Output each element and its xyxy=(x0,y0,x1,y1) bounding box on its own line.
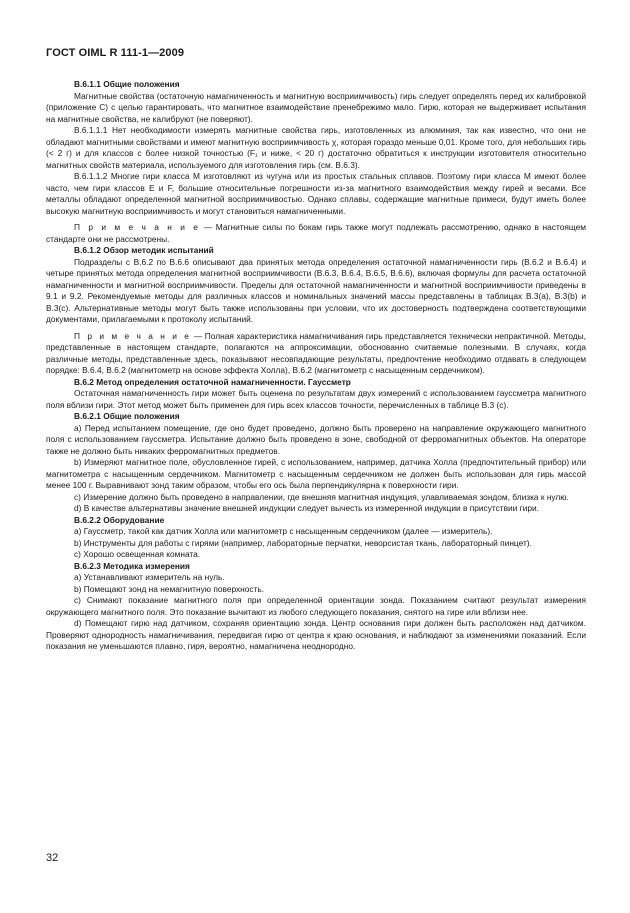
note-paragraph xyxy=(46,331,586,377)
note-label: П р и м е ч а н и е xyxy=(74,330,192,341)
document-header: ГОСТ OIML R 111-1—2009 xyxy=(46,47,185,59)
paragraph: Остаточная намагниченность гири может быть оценена по результатам двух измерений с использованием гауссметра магнитного поля вблизи гири. Этот метод может быть применен для гирь всех классов точности, перечисленных в таблице B.3 (c). xyxy=(46,388,586,410)
paragraph: Магнитные свойства (остаточную намагниченность и магнитную восприимчивость) гирь следует определять перед их калибровкой (приложение С) с целью гарантировать, что магнитное взаимодействие пренебрежимо мало. Гирю, которая не выдерживает испытания на магнитные свойства, не калибруют (не поверяют). xyxy=(46,90,586,124)
page-number: 32 xyxy=(46,852,59,864)
list-item: d) В качестве альтернативы значение внешней индукции следует вычесть из измеренной индукции в присутствии гири. xyxy=(74,503,539,513)
list-item: b) Инструменты для работы с гирями (например, лабораторные перчатки, неворсистая ткань, лабораторный пинцет). xyxy=(74,537,532,548)
list-item: с) Снимают показание магнитного поля при определенной ориентации зонда. Показанием считают результат измерения окружающего магнитного поля. Это показание вычитают из любого следующего показания, снятого на гире или вблизи нее. xyxy=(46,595,586,617)
paragraph: Подразделы с B.6.2 по B.6.6 описывают два принятых метода определения остаточной намагниченности гирь (B.6.2 и B.6.4) и четыре принятых метода определения магнитной восприимчивости (B.6.3, B.6.4, B.6.5, B.6.6), включая формулы для расчета остаточной намагниченности и магнитной восприимчивости. Пределы для остаточной намагниченности и магнитной восприимчивости приведены в 9.1 и 9.2. Рекомендуемые методы для различных классов и номинальных значений массы представлены в таблицах B.3(a), B.3(b) и B.3(c). Альтернативные методы могут быть также использованы при условии, что их достоверность подтверждена соответствующими документами, прилагаемыми к протоколу испытаний. xyxy=(46,256,586,324)
document-body xyxy=(46,79,586,653)
section-heading: B.6.2.1 Общие положения xyxy=(74,411,180,421)
list-item: с) Измерение должно быть проведено в направлении, где внешняя магнитная индукция, улавливаемая зондом, близка к нулю. xyxy=(74,491,569,502)
list-item: b) Помещают зонд на немагнитную поверхность. xyxy=(74,583,265,594)
list-item: d) Помещают гирю над датчиком, сохраняя ориентацию зонда. Центр основания гири должен быть расположен над датчиком. Проверяют однородность намагничивания, передвигая гирю от центра к краю основания, и наблюдают за изменениями показаний. Если показания не уменьшаются плавно, гиря, вероятно, намагничена неоднородно. xyxy=(46,618,586,651)
list-item: а) Устанавливают измеритель на нуль. xyxy=(74,572,225,582)
section-heading: B.6.1.1 Общие положения xyxy=(74,79,180,89)
note-text: — Полная характеристика намагничивания гирь представляется технически непрактичной. Методы, представленные в настоящем стандарте, полагаются на аппроксимации, обоснованно считаемые полезными. В случаях, когда различные методы, представленные здесь, показывают несовпадающие результаты, предпочтение необходимо отдавать в следующем порядке: B.6.4, B.6.2 (магнитометр на основе эффекта Холла), B.6.2 (магнитометр с насыщенным сердечником). xyxy=(46,330,586,375)
list-item: а) Гауссметр, такой как датчик Холла или магнитометр с насыщенным сердечником (далее — измеритель). xyxy=(74,526,493,536)
section-heading: B.6.2.2 Оборудование xyxy=(74,514,165,525)
section-heading: B.6.2.3 Методика измерения xyxy=(74,560,190,571)
paragraph: B.6.1.1.1 Нет необходимости измерять магнитные свойства гирь, изготовленных из алюминия, так как известно, что они не обладают магнитными свойствами и имеют магнитную восприимчивость χ, которая гораздо меньше 0,01. Кроме того, для небольших гирь (< 2 г) и для классов с более низкой точностью (F₁ и ниже, < 20 г) достаточно обратиться к инструкции изготовителя относительно магнитных свойств материала, используемого для изготовления гирь (см. B.6.3). xyxy=(46,125,586,170)
list-item: с) Хорошо освещенная комната. xyxy=(74,549,201,559)
note-paragraph xyxy=(46,222,586,245)
section-heading: B.6.1.2 Обзор методик испытаний xyxy=(74,245,214,255)
note-text: — Магнитные силы по бокам гирь также могут подлежать рассмотрению, однако в настоящем стандарте они не рассмотрены. xyxy=(46,222,586,244)
note-label: П р и м е ч а н и е xyxy=(74,222,201,232)
list-item: а) Перед испытанием помещение, где оно будет проведено, должно быть проверено на направление окружающего магнитного поля с использованием гауссметра. Испытание должно быть проведено в зоне, свободной от ферромагнитных объектов. На операторе также не должно быть никаких ферромагнитных предметов. xyxy=(46,422,586,456)
list-item: b) Измеряют магнитное поле, обусловленное гирей, с использованием, например, датчика Холла (предпочтительный прибор) или магнитометра с насыщенным сердечником. Магнитометр с насыщенным сердечником не должен быть использован для гирь массой менее 100 г. Выравнивают зонд таким образом, чтобы его ось была перпендикулярна к поверхности гири. xyxy=(46,457,586,490)
section-heading: B.6.2 Метод определения остаточной намагниченности. Гауссметр xyxy=(74,376,351,387)
paragraph: B.6.1.1.2 Многие гири класса М изготовляют из чугуна или из простых стальных сплавов. Поэтому гири класса М имеют более часто, чем гири классов Е и F, большие относительные погрешности из-за магнитного взаимодействия между гирей и весами. Все металлы обладают определенной магнитной восприимчивостью. Однако сплавы, содержащие магнитные примеси, будут иметь более высокую магнитную восприимчивость и могут становиться намагниченными. xyxy=(46,171,586,216)
